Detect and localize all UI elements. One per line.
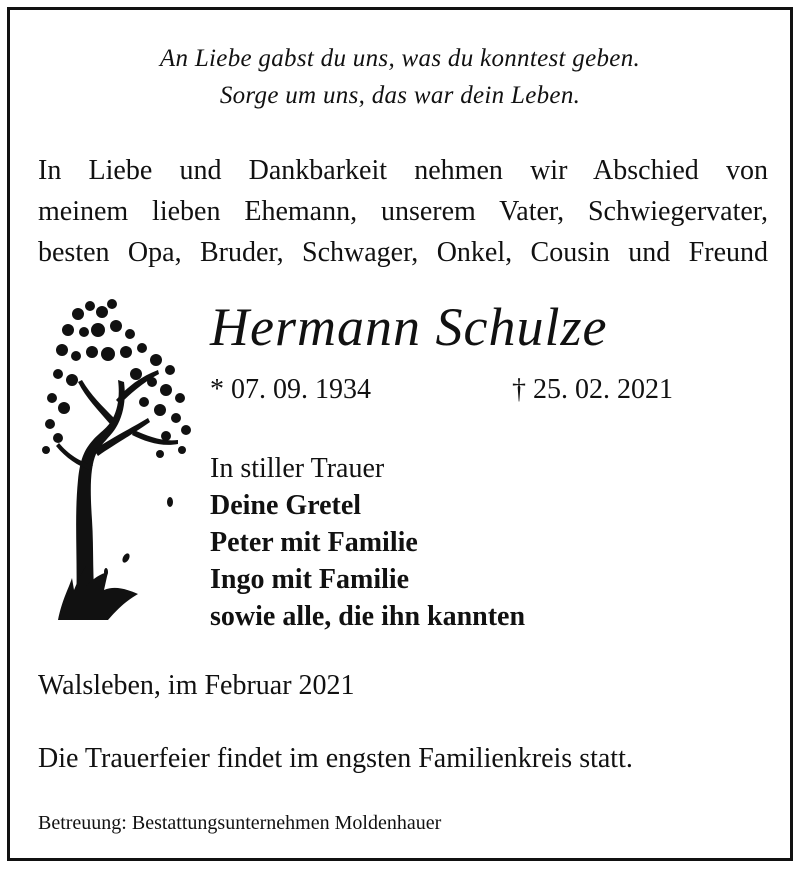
intro-text: [38, 150, 768, 273]
mourner-name: sowie alle, die ihn kannten: [210, 601, 526, 632]
care-note: Betreuung: Bestattungsunternehmen Moldenhauer: [38, 812, 442, 834]
verse-line-1: An Liebe gabst du uns, was du konntest geben.: [159, 45, 641, 72]
intro-line-1: In Liebe und Dankbarkeit nehmen wir Abschied von: [38, 155, 768, 186]
mourner-name: Deine Gretel: [210, 490, 362, 521]
funeral-note: Die Trauerfeier findet im engsten Familienkreis statt.: [38, 743, 633, 774]
mourners-heading: In stiller Trauer: [210, 453, 385, 484]
mourners-block: [210, 450, 525, 635]
obituary-card: [7, 7, 793, 861]
verse: [10, 40, 790, 114]
birth-date: * 07. 09. 1934: [210, 374, 371, 405]
deceased-name: Hermann Schulze: [210, 297, 608, 357]
verse-line-2: Sorge um uns, das war dein Leben.: [219, 82, 581, 109]
mourner-name: Peter mit Familie: [210, 527, 418, 558]
intro-line-2: meinem lieben Ehemann, unserem Vater, Schwiegervater,: [38, 196, 768, 227]
intro-line-3: besten Opa, Bruder, Schwager, Onkel, Cousin und Freund: [38, 237, 768, 268]
mourner-name: Ingo mit Familie: [210, 564, 410, 595]
tree-icon: [38, 290, 198, 620]
place-date: Walsleben, im Februar 2021: [38, 670, 355, 701]
death-date: † 25. 02. 2021: [512, 374, 673, 405]
